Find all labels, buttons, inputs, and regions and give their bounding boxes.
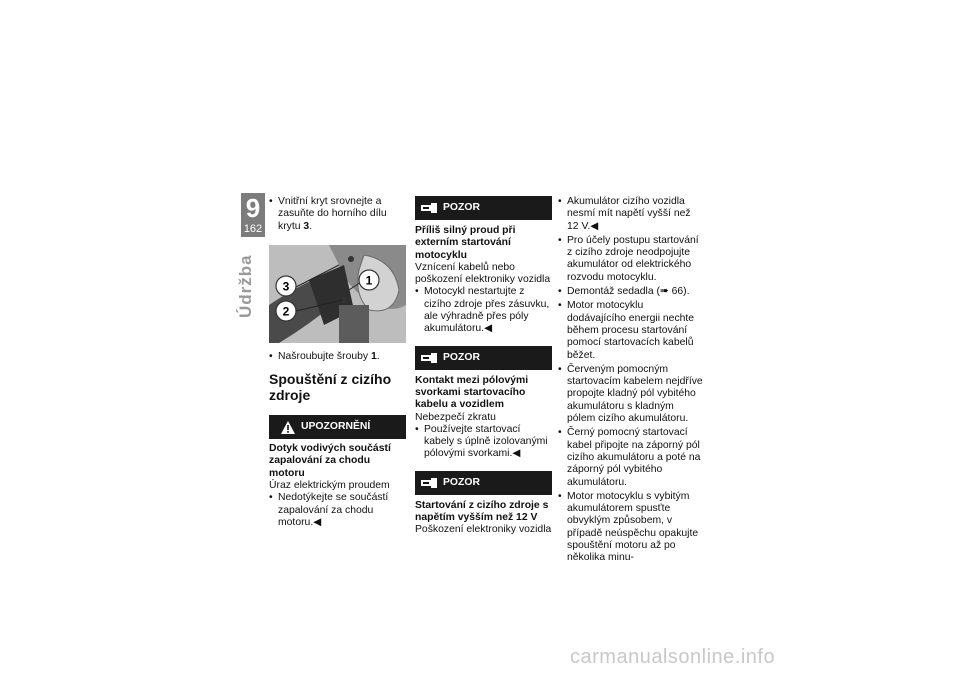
caution-subtitle: Vznícení kabelů nebo poškození elektroniky vozidla [415, 261, 551, 286]
chapter-marker [241, 193, 265, 237]
caution-banner [415, 471, 552, 495]
column-1 [269, 196, 406, 531]
caution-title: Kontakt mezi pólovými svorkami startovacího kabelu a vozidlem [415, 374, 529, 411]
caution-block [415, 196, 552, 336]
list-item: • Používejte startovací kabely s úplně izolovanými pólovými svorkami.◀ [415, 424, 552, 461]
caution-title: Příliš silný proud při externím startování motocyklu [415, 225, 516, 261]
list-item: • Motocykl nestartujte z cizího zdroje přes zásuvku, ale výhradně přes póly akumulátoru.◀ [415, 286, 552, 335]
motorcycle-caution-icon [421, 477, 437, 489]
callout-2: 2 [282, 304, 290, 319]
caution-label: POZOR [443, 476, 480, 488]
warning-subtitle: Úraz elektrickým proudem [269, 480, 390, 492]
list-item: • Nedotýkejte se součástí zapalování za chodu motoru.◀ [269, 492, 406, 529]
chapter-side-label: Údržba [236, 254, 255, 318]
motorcycle-cover-photo [269, 245, 406, 343]
page-number: 162 [243, 223, 263, 235]
section-title: Spouštění z cizího zdroje [269, 371, 392, 404]
list-item: • Pro účely postupu startování z cizího zdroje neodpojujte akumulátor od elektrického rozvodu motocyklu. [558, 235, 703, 284]
caution-banner [415, 196, 552, 220]
callout-1: 1 [365, 273, 373, 288]
watermark-text: carmanualsonline.info [570, 646, 776, 668]
column-3 [558, 196, 703, 567]
list-item: • Červeným pomocným startovacím kabelem nejdříve propojte kladný pól vybitého akumulátoru s kladným pólem cizího akumulátoru. [558, 364, 703, 425]
caution-banner [415, 346, 552, 370]
list-item: • Akumulátor cizího vozidla nesmí mít napětí vyšší než 12 V.◀ [558, 196, 703, 233]
warning-label: UPOZORNĚNÍ [301, 421, 371, 433]
list-item: • Demontáž sedadla (➠ 66). [558, 286, 703, 298]
callout-3: 3 [282, 279, 290, 294]
motorcycle-caution-icon [421, 202, 437, 214]
caution-label: POZOR [443, 351, 480, 363]
caution-label: POZOR [443, 201, 480, 213]
motorcycle-caution-icon [421, 352, 437, 364]
caution-block [415, 471, 552, 537]
warning-title: Dotyk vodivých součástí zapalování za chodu motoru [269, 443, 391, 479]
list-item: • Motor motocyklu dodávajícího energii nechte během procesu startování pomocí startovacích kabelů běžet. [558, 300, 703, 361]
list-item: • Našroubujte šrouby 1. [269, 351, 406, 363]
motorcycle-cover-illustration [269, 245, 406, 343]
list-item: • Vnitřní kryt srovnejte a zasuňte do horního dílu krytu 3. [269, 196, 406, 233]
caution-subtitle: Poškození elektroniky vozidla [415, 524, 552, 536]
warning-banner [269, 415, 406, 439]
warning-triangle-icon [281, 421, 295, 434]
caution-title: Startování z cizího zdroje s napětím vyšším než 12 V [415, 499, 549, 524]
list-item: • Motor motocyklu s vybitým akumulátorem spusťte obvyklým způsobem, v případě neúspěchu opakujte spouštění motoru až po několika minu- [558, 491, 703, 565]
list-item: • Černý pomocný startovací kabel připojte na záporný pól cizího akumulátoru a poté na záporný pól vybitého akumulátoru. [558, 427, 703, 488]
column-2 [415, 196, 552, 547]
chapter-number: 9 [245, 193, 261, 223]
caution-subtitle: Nebezpečí zkratu [415, 411, 496, 423]
caution-block [415, 346, 552, 461]
